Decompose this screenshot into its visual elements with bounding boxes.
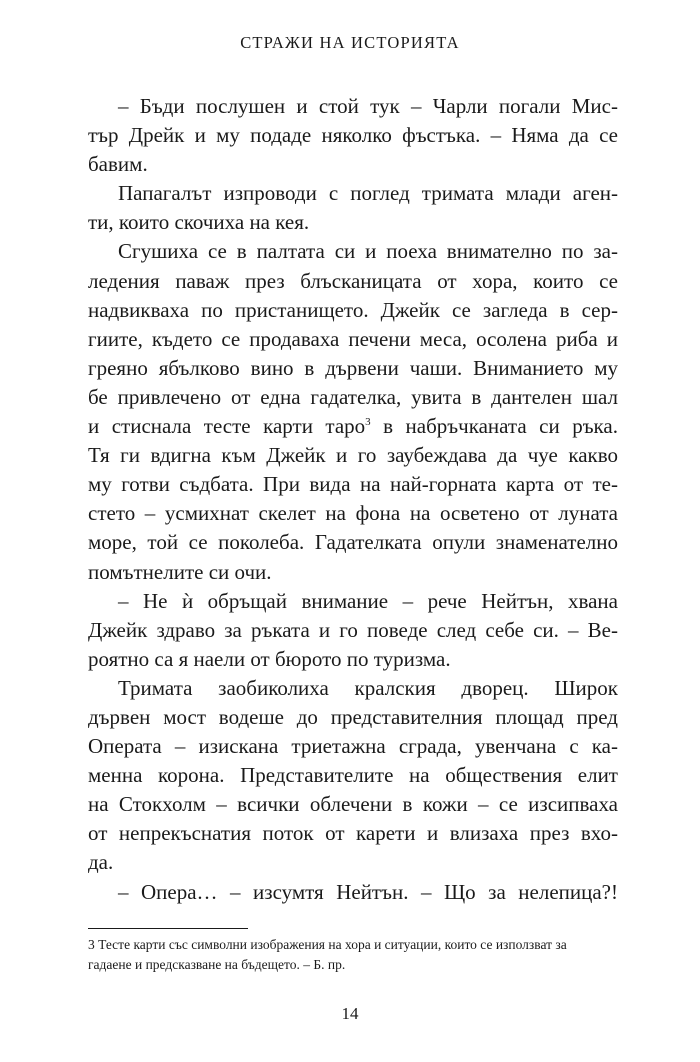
text-line: ледения паваж през блъсканицата от хора, които се bbox=[88, 268, 618, 293]
text-line: да. bbox=[88, 850, 114, 875]
text-line: му готви съдбата. При вида на най-горната карта от те- bbox=[88, 472, 618, 497]
footnote-divider bbox=[88, 928, 248, 929]
text-line: ти, които скочиха на кея. bbox=[88, 210, 310, 235]
text-line: надвикваха по пристанището. Джейк се загледа в сер- bbox=[88, 297, 618, 322]
text-line: Операта – изискана триетажна сграда, увенчана с ка- bbox=[88, 734, 618, 759]
text-line: на Стокхолм – всички облечени в кожи – се изсипваха bbox=[88, 792, 618, 817]
text-line: Джейк здраво за ръката и го поведе след себе си. – Ве- bbox=[88, 617, 618, 642]
text-line: – Бъди послушен и стой тук – Чарли погали Мис- bbox=[118, 94, 618, 118]
text-line: Сгушиха се в палтата си и поеха внимателно по за- bbox=[118, 239, 618, 264]
body-text bbox=[88, 92, 618, 907]
text-line: бе привлечено от една гадателка, увита в дантелен шал bbox=[88, 384, 618, 409]
text-line: роятно са я наели от бюрото по туризма. bbox=[88, 646, 451, 671]
text-line: Тримата заобиколиха кралския дворец. Широк bbox=[118, 675, 618, 700]
text-line: – Не ѝ обръщай внимание – рече Нейтън, хвана bbox=[118, 588, 618, 613]
footnote-line: гадаене и предсказване на бъдещето. – Б. пр. bbox=[88, 957, 346, 972]
text-line: море, той се поколеба. Гадателката опули знаменателно bbox=[88, 530, 618, 555]
footnote bbox=[88, 935, 618, 975]
text-segment: в набръчканата си ръка. bbox=[383, 414, 619, 439]
page-number: 14 bbox=[341, 1004, 359, 1023]
text-line: от непрекъснатия поток от карети и влизаха през вхо- bbox=[88, 821, 618, 846]
text-line: Тя ги вдигна към Джейк и го заубеждава да чуе какво bbox=[88, 443, 618, 468]
text-line: гиите, където се продаваха печени меса, осолена риба и bbox=[88, 326, 618, 351]
text-line: Папагалът изпроводи с поглед тримата млади аген- bbox=[118, 181, 618, 206]
text-line: дървен мост водеше до представителния площад пред bbox=[88, 704, 618, 729]
text-line: – Опера… – изсумтя Нейтън. – Що за нелепица?! bbox=[118, 879, 618, 904]
text-line: бавим. bbox=[88, 152, 148, 177]
running-header: СТРАЖИ НА ИСТОРИЯТА bbox=[240, 33, 460, 52]
text-line: стето – усмихнат скелет на фона на осветено от луната bbox=[88, 501, 618, 526]
text-segment: и стиснала тесте карти таро bbox=[88, 414, 366, 439]
text-line: помътнелите си очи. bbox=[88, 559, 272, 584]
text-line-with-footnote bbox=[88, 412, 618, 441]
text-line: менна корона. Представителите на обществения елит bbox=[88, 763, 618, 788]
text-line: тър Дрейк и му подаде няколко фъстъка. – Няма да се bbox=[88, 123, 618, 148]
text-line: греяно ябълково вино в дървени чаши. Вниманието му bbox=[88, 355, 618, 380]
footnote-reference: 3 bbox=[365, 416, 371, 429]
footnote-line: 3 Тесте карти със символни изображения на хора и ситуации, които се използват за bbox=[88, 937, 567, 952]
